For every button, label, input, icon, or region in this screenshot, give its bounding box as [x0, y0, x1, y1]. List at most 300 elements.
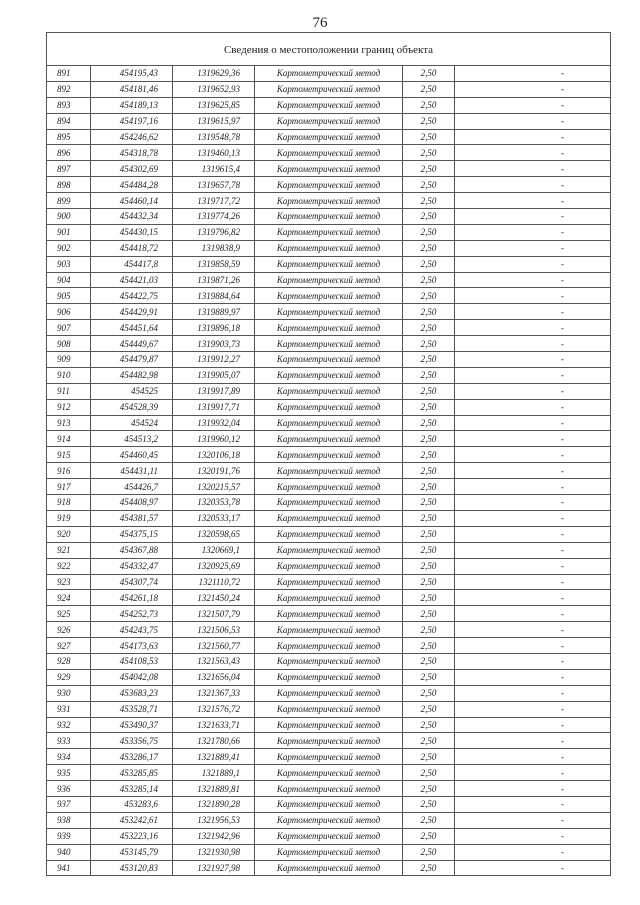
x-coordinate-cell: 453528,71 [91, 701, 173, 717]
accuracy-cell: 2,50 [403, 431, 455, 447]
table-row [47, 81, 611, 97]
table-row [47, 653, 611, 669]
x-coordinate-cell: 454460,45 [91, 447, 173, 463]
point-number-cell: 939 [47, 828, 91, 844]
x-coordinate-cell: 454307,74 [91, 574, 173, 590]
point-number-cell: 912 [47, 399, 91, 415]
x-coordinate-cell: 454421,03 [91, 272, 173, 288]
method-cell: Картометрический метод [255, 717, 403, 733]
table-row [47, 701, 611, 717]
y-coordinate-cell: 1319917,71 [173, 399, 255, 415]
point-number-cell: 916 [47, 463, 91, 479]
accuracy-cell: 2,50 [403, 542, 455, 558]
description-cell: - [455, 717, 611, 733]
method-cell: Картометрический метод [255, 653, 403, 669]
accuracy-cell: 2,50 [403, 828, 455, 844]
point-number-cell: 924 [47, 590, 91, 606]
description-cell: - [455, 733, 611, 749]
x-coordinate-cell: 453285,14 [91, 781, 173, 797]
x-coordinate-cell: 454484,28 [91, 177, 173, 193]
description-cell: - [455, 844, 611, 860]
method-cell: Картометрический метод [255, 733, 403, 749]
table-row [47, 828, 611, 844]
x-coordinate-cell: 454332,47 [91, 558, 173, 574]
y-coordinate-cell: 1319884,64 [173, 288, 255, 304]
description-cell: - [455, 749, 611, 765]
method-cell: Картометрический метод [255, 701, 403, 717]
accuracy-cell: 2,50 [403, 685, 455, 701]
point-number-cell: 905 [47, 288, 91, 304]
y-coordinate-cell: 1319774,26 [173, 209, 255, 225]
accuracy-cell: 2,50 [403, 193, 455, 209]
description-cell: - [455, 415, 611, 431]
description-cell: - [455, 542, 611, 558]
table-row [47, 336, 611, 352]
table-row [47, 113, 611, 129]
x-coordinate-cell: 453683,23 [91, 685, 173, 701]
table-row [47, 510, 611, 526]
point-number-cell: 901 [47, 224, 91, 240]
table-row [47, 193, 611, 209]
table-row [47, 367, 611, 383]
table-row [47, 320, 611, 336]
table-row [47, 224, 611, 240]
description-cell: - [455, 479, 611, 495]
y-coordinate-cell: 1319912,27 [173, 352, 255, 368]
x-coordinate-cell: 454431,11 [91, 463, 173, 479]
x-coordinate-cell: 454108,53 [91, 653, 173, 669]
x-coordinate-cell: 453223,16 [91, 828, 173, 844]
x-coordinate-cell: 454449,67 [91, 336, 173, 352]
table-row [47, 288, 611, 304]
table-row [47, 431, 611, 447]
accuracy-cell: 2,50 [403, 622, 455, 638]
description-cell: - [455, 431, 611, 447]
method-cell: Картометрический метод [255, 177, 403, 193]
x-coordinate-cell: 454525 [91, 383, 173, 399]
method-cell: Картометрический метод [255, 463, 403, 479]
table-row [47, 256, 611, 272]
x-coordinate-cell: 454302,69 [91, 161, 173, 177]
method-cell: Картометрический метод [255, 304, 403, 320]
table-row [47, 161, 611, 177]
method-cell: Картометрический метод [255, 590, 403, 606]
method-cell: Картометрический метод [255, 606, 403, 622]
y-coordinate-cell: 1320191,76 [173, 463, 255, 479]
table-row [47, 717, 611, 733]
description-cell: - [455, 606, 611, 622]
point-number-cell: 902 [47, 240, 91, 256]
description-cell: - [455, 495, 611, 511]
accuracy-cell: 2,50 [403, 240, 455, 256]
point-number-cell: 923 [47, 574, 91, 590]
point-number-cell: 927 [47, 638, 91, 654]
y-coordinate-cell: 1321110,72 [173, 574, 255, 590]
description-cell: - [455, 796, 611, 812]
point-number-cell: 941 [47, 860, 91, 876]
x-coordinate-cell: 454375,15 [91, 526, 173, 542]
y-coordinate-cell: 1319960,12 [173, 431, 255, 447]
point-number-cell: 930 [47, 685, 91, 701]
table-row [47, 796, 611, 812]
accuracy-cell: 2,50 [403, 574, 455, 590]
accuracy-cell: 2,50 [403, 256, 455, 272]
method-cell: Картометрический метод [255, 828, 403, 844]
y-coordinate-cell: 1319460,13 [173, 145, 255, 161]
y-coordinate-cell: 1321889,41 [173, 749, 255, 765]
y-coordinate-cell: 1319629,36 [173, 66, 255, 82]
description-cell: - [455, 399, 611, 415]
table-row [47, 177, 611, 193]
description-cell: - [455, 129, 611, 145]
table-row [47, 638, 611, 654]
accuracy-cell: 2,50 [403, 415, 455, 431]
y-coordinate-cell: 1321927,98 [173, 860, 255, 876]
point-number-cell: 903 [47, 256, 91, 272]
point-number-cell: 935 [47, 765, 91, 781]
point-number-cell: 911 [47, 383, 91, 399]
point-number-cell: 922 [47, 558, 91, 574]
description-cell: - [455, 574, 611, 590]
method-cell: Картометрический метод [255, 352, 403, 368]
description-cell: - [455, 256, 611, 272]
y-coordinate-cell: 1319889,97 [173, 304, 255, 320]
description-cell: - [455, 685, 611, 701]
accuracy-cell: 2,50 [403, 399, 455, 415]
description-cell: - [455, 653, 611, 669]
point-number-cell: 917 [47, 479, 91, 495]
method-cell: Картометрический метод [255, 669, 403, 685]
point-number-cell: 929 [47, 669, 91, 685]
table-row [47, 844, 611, 860]
table-row [47, 383, 611, 399]
point-number-cell: 938 [47, 812, 91, 828]
point-number-cell: 894 [47, 113, 91, 129]
y-coordinate-cell: 1321942,96 [173, 828, 255, 844]
table-row [47, 669, 611, 685]
point-number-cell: 896 [47, 145, 91, 161]
description-cell: - [455, 765, 611, 781]
description-cell: - [455, 288, 611, 304]
point-number-cell: 893 [47, 97, 91, 113]
x-coordinate-cell: 454381,57 [91, 510, 173, 526]
accuracy-cell: 2,50 [403, 447, 455, 463]
x-coordinate-cell: 454524 [91, 415, 173, 431]
table-row [47, 685, 611, 701]
method-cell: Картометрический метод [255, 685, 403, 701]
x-coordinate-cell: 454243,75 [91, 622, 173, 638]
y-coordinate-cell: 1321889,1 [173, 765, 255, 781]
x-coordinate-cell: 454460,14 [91, 193, 173, 209]
y-coordinate-cell: 1320353,78 [173, 495, 255, 511]
point-number-cell: 932 [47, 717, 91, 733]
method-cell: Картометрический метод [255, 81, 403, 97]
accuracy-cell: 2,50 [403, 304, 455, 320]
y-coordinate-cell: 1319838,9 [173, 240, 255, 256]
point-number-cell: 891 [47, 66, 91, 82]
y-coordinate-cell: 1321889,81 [173, 781, 255, 797]
y-coordinate-cell: 1319717,72 [173, 193, 255, 209]
point-number-cell: 937 [47, 796, 91, 812]
method-cell: Картометрический метод [255, 558, 403, 574]
method-cell: Картометрический метод [255, 495, 403, 511]
method-cell: Картометрический метод [255, 812, 403, 828]
x-coordinate-cell: 453145,79 [91, 844, 173, 860]
point-number-cell: 914 [47, 431, 91, 447]
accuracy-cell: 2,50 [403, 383, 455, 399]
accuracy-cell: 2,50 [403, 272, 455, 288]
y-coordinate-cell: 1320215,57 [173, 479, 255, 495]
method-cell: Картометрический метод [255, 336, 403, 352]
method-cell: Картометрический метод [255, 542, 403, 558]
description-cell: - [455, 860, 611, 876]
point-number-cell: 936 [47, 781, 91, 797]
x-coordinate-cell: 454367,88 [91, 542, 173, 558]
description-cell: - [455, 447, 611, 463]
point-number-cell: 919 [47, 510, 91, 526]
accuracy-cell: 2,50 [403, 352, 455, 368]
point-number-cell: 910 [47, 367, 91, 383]
method-cell: Картометрический метод [255, 638, 403, 654]
accuracy-cell: 2,50 [403, 66, 455, 82]
description-cell: - [455, 590, 611, 606]
accuracy-cell: 2,50 [403, 463, 455, 479]
x-coordinate-cell: 454195,43 [91, 66, 173, 82]
accuracy-cell: 2,50 [403, 765, 455, 781]
method-cell: Картометрический метод [255, 781, 403, 797]
point-number-cell: 900 [47, 209, 91, 225]
table-body [47, 66, 611, 876]
point-number-cell: 934 [47, 749, 91, 765]
method-cell: Картометрический метод [255, 256, 403, 272]
y-coordinate-cell: 1319657,78 [173, 177, 255, 193]
method-cell: Картометрический метод [255, 97, 403, 113]
y-coordinate-cell: 1319917,89 [173, 383, 255, 399]
table-row [47, 447, 611, 463]
table-row [47, 733, 611, 749]
y-coordinate-cell: 1320925,69 [173, 558, 255, 574]
accuracy-cell: 2,50 [403, 733, 455, 749]
method-cell: Картометрический метод [255, 479, 403, 495]
point-number-cell: 897 [47, 161, 91, 177]
x-coordinate-cell: 453285,85 [91, 765, 173, 781]
accuracy-cell: 2,50 [403, 638, 455, 654]
description-cell: - [455, 320, 611, 336]
point-number-cell: 899 [47, 193, 91, 209]
method-cell: Картометрический метод [255, 209, 403, 225]
description-cell: - [455, 812, 611, 828]
method-cell: Картометрический метод [255, 526, 403, 542]
y-coordinate-cell: 1319548,78 [173, 129, 255, 145]
accuracy-cell: 2,50 [403, 796, 455, 812]
y-coordinate-cell: 1321576,72 [173, 701, 255, 717]
x-coordinate-cell: 453120,83 [91, 860, 173, 876]
accuracy-cell: 2,50 [403, 81, 455, 97]
y-coordinate-cell: 1321450,24 [173, 590, 255, 606]
description-cell: - [455, 161, 611, 177]
y-coordinate-cell: 1319615,97 [173, 113, 255, 129]
accuracy-cell: 2,50 [403, 558, 455, 574]
point-number-cell: 931 [47, 701, 91, 717]
table-row [47, 66, 611, 82]
description-cell: - [455, 177, 611, 193]
y-coordinate-cell: 1319625,85 [173, 97, 255, 113]
table-row [47, 97, 611, 113]
method-cell: Картометрический метод [255, 161, 403, 177]
accuracy-cell: 2,50 [403, 812, 455, 828]
point-number-cell: 913 [47, 415, 91, 431]
table-row [47, 749, 611, 765]
y-coordinate-cell: 1321560,77 [173, 638, 255, 654]
method-cell: Картометрический метод [255, 66, 403, 82]
table-row [47, 606, 611, 622]
table-row [47, 209, 611, 225]
accuracy-cell: 2,50 [403, 781, 455, 797]
x-coordinate-cell: 454181,46 [91, 81, 173, 97]
accuracy-cell: 2,50 [403, 526, 455, 542]
y-coordinate-cell: 1319796,82 [173, 224, 255, 240]
method-cell: Картометрический метод [255, 240, 403, 256]
accuracy-cell: 2,50 [403, 749, 455, 765]
accuracy-cell: 2,50 [403, 844, 455, 860]
method-cell: Картометрический метод [255, 749, 403, 765]
point-number-cell: 892 [47, 81, 91, 97]
point-number-cell: 928 [47, 653, 91, 669]
y-coordinate-cell: 1321507,79 [173, 606, 255, 622]
method-cell: Картометрический метод [255, 574, 403, 590]
method-cell: Картометрический метод [255, 367, 403, 383]
x-coordinate-cell: 454197,16 [91, 113, 173, 129]
y-coordinate-cell: 1319858,59 [173, 256, 255, 272]
point-number-cell: 904 [47, 272, 91, 288]
point-number-cell: 933 [47, 733, 91, 749]
table-row [47, 590, 611, 606]
y-coordinate-cell: 1319615,4 [173, 161, 255, 177]
x-coordinate-cell: 454252,73 [91, 606, 173, 622]
x-coordinate-cell: 454422,75 [91, 288, 173, 304]
y-coordinate-cell: 1321780,66 [173, 733, 255, 749]
method-cell: Картометрический метод [255, 383, 403, 399]
y-coordinate-cell: 1319871,26 [173, 272, 255, 288]
x-coordinate-cell: 453356,75 [91, 733, 173, 749]
accuracy-cell: 2,50 [403, 113, 455, 129]
method-cell: Картометрический метод [255, 415, 403, 431]
y-coordinate-cell: 1319932,04 [173, 415, 255, 431]
point-number-cell: 908 [47, 336, 91, 352]
accuracy-cell: 2,50 [403, 479, 455, 495]
point-number-cell: 898 [47, 177, 91, 193]
description-cell: - [455, 526, 611, 542]
table-row [47, 129, 611, 145]
x-coordinate-cell: 453242,61 [91, 812, 173, 828]
point-number-cell: 915 [47, 447, 91, 463]
point-number-cell: 920 [47, 526, 91, 542]
y-coordinate-cell: 1319652,93 [173, 81, 255, 97]
accuracy-cell: 2,50 [403, 129, 455, 145]
x-coordinate-cell: 454261,18 [91, 590, 173, 606]
y-coordinate-cell: 1321506,53 [173, 622, 255, 638]
x-coordinate-cell: 453490,37 [91, 717, 173, 733]
description-cell: - [455, 367, 611, 383]
y-coordinate-cell: 1320106,18 [173, 447, 255, 463]
description-cell: - [455, 622, 611, 638]
description-cell: - [455, 558, 611, 574]
description-cell: - [455, 272, 611, 288]
method-cell: Картометрический метод [255, 844, 403, 860]
table-row [47, 415, 611, 431]
y-coordinate-cell: 1321563,43 [173, 653, 255, 669]
description-cell: - [455, 81, 611, 97]
description-cell: - [455, 336, 611, 352]
table-row [47, 145, 611, 161]
accuracy-cell: 2,50 [403, 495, 455, 511]
accuracy-cell: 2,50 [403, 590, 455, 606]
x-coordinate-cell: 454451,64 [91, 320, 173, 336]
accuracy-cell: 2,50 [403, 336, 455, 352]
table-row [47, 622, 611, 638]
x-coordinate-cell: 454429,91 [91, 304, 173, 320]
table-row [47, 479, 611, 495]
x-coordinate-cell: 454042,08 [91, 669, 173, 685]
description-cell: - [455, 781, 611, 797]
description-cell: - [455, 701, 611, 717]
y-coordinate-cell: 1321930,98 [173, 844, 255, 860]
point-number-cell: 907 [47, 320, 91, 336]
x-coordinate-cell: 454246,62 [91, 129, 173, 145]
table-row [47, 542, 611, 558]
method-cell: Картометрический метод [255, 510, 403, 526]
accuracy-cell: 2,50 [403, 701, 455, 717]
table-header-row [47, 33, 611, 66]
x-coordinate-cell: 454426,7 [91, 479, 173, 495]
y-coordinate-cell: 1320533,17 [173, 510, 255, 526]
description-cell: - [455, 113, 611, 129]
description-cell: - [455, 209, 611, 225]
point-number-cell: 925 [47, 606, 91, 622]
point-number-cell: 926 [47, 622, 91, 638]
method-cell: Картометрический метод [255, 399, 403, 415]
method-cell: Картометрический метод [255, 765, 403, 781]
method-cell: Картометрический метод [255, 622, 403, 638]
description-cell: - [455, 224, 611, 240]
accuracy-cell: 2,50 [403, 161, 455, 177]
y-coordinate-cell: 1320669,1 [173, 542, 255, 558]
description-cell: - [455, 828, 611, 844]
y-coordinate-cell: 1321956,53 [173, 812, 255, 828]
x-coordinate-cell: 454173,63 [91, 638, 173, 654]
description-cell: - [455, 463, 611, 479]
method-cell: Картометрический метод [255, 224, 403, 240]
table-row [47, 812, 611, 828]
table-row [47, 781, 611, 797]
table-row [47, 495, 611, 511]
y-coordinate-cell: 1321633,71 [173, 717, 255, 733]
table-row [47, 240, 611, 256]
table-row [47, 765, 611, 781]
method-cell: Картометрический метод [255, 431, 403, 447]
table-row [47, 860, 611, 876]
accuracy-cell: 2,50 [403, 653, 455, 669]
x-coordinate-cell: 454408,97 [91, 495, 173, 511]
accuracy-cell: 2,50 [403, 717, 455, 733]
table-row [47, 304, 611, 320]
accuracy-cell: 2,50 [403, 224, 455, 240]
accuracy-cell: 2,50 [403, 669, 455, 685]
table-row [47, 272, 611, 288]
method-cell: Картометрический метод [255, 272, 403, 288]
x-coordinate-cell: 454189,13 [91, 97, 173, 113]
method-cell: Картометрический метод [255, 145, 403, 161]
